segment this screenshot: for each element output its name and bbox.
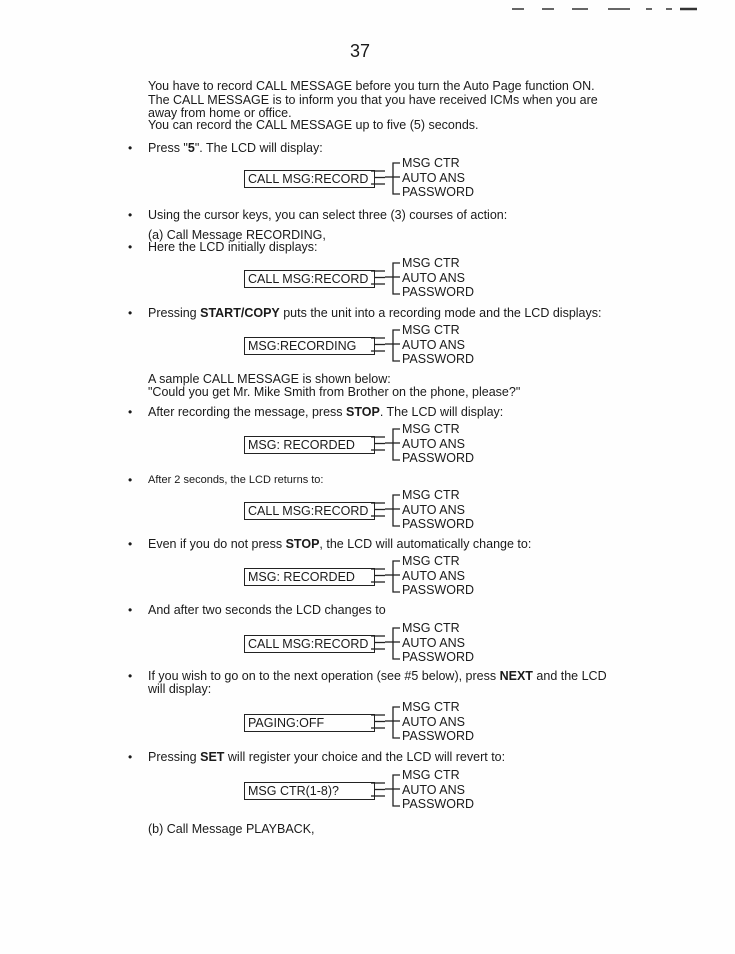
intro-line-3: away from home or office. [148, 106, 292, 120]
lcd-display: MSG: RECORDED [244, 436, 375, 454]
here-lcd-text: Here the LCD initially displays: [148, 240, 318, 254]
menu-option: AUTO ANS [402, 436, 465, 451]
pressing-set-text: Pressing SET will register your choice and the LCD will revert to: [148, 750, 506, 764]
sample-line-2: "Could you get Mr. Mike Smith from Brother on the phone, please?" [148, 385, 521, 399]
menu-connector [371, 422, 405, 466]
bullet: • [128, 750, 133, 764]
menu-option: PASSWORD [402, 797, 474, 811]
bullet: • [128, 603, 133, 617]
lcd-display: CALL MSG:RECORD [244, 170, 375, 188]
pressing-start-text: Pressing START/COPY puts the unit into a recording mode and the LCD displays: [148, 306, 602, 320]
menu-connector [371, 554, 405, 598]
menu-connector [371, 488, 405, 532]
bullet: • [128, 537, 133, 551]
lcd-display: MSG: RECORDED [244, 568, 375, 586]
sample-line-1: A sample CALL MESSAGE is shown below: [148, 372, 391, 386]
menu-option: PASSWORD [402, 285, 474, 299]
option-b: (b) Call Message PLAYBACK, [148, 822, 315, 836]
menu-connector [371, 256, 405, 300]
menu-option: AUTO ANS [402, 782, 465, 797]
bullet: • [128, 208, 133, 222]
even-if-text: Even if you do not press STOP, the LCD will automatically change to: [148, 537, 532, 551]
bullet: • [128, 669, 133, 683]
menu-option: MSG CTR [402, 156, 460, 170]
menu-option: PASSWORD [402, 650, 474, 664]
menu-option: MSG CTR [402, 768, 460, 782]
menu-connector [371, 768, 405, 812]
next-op-text: If you wish to go on to the next operation (see #5 below), press NEXT and the LCD [148, 669, 607, 683]
scan-marks [512, 6, 697, 12]
menu-option: PASSWORD [402, 517, 474, 531]
menu-option: MSG CTR [402, 621, 460, 635]
lcd-display: PAGING:OFF [244, 714, 375, 732]
after-2-seconds-text: After 2 seconds, the LCD returns to: [148, 474, 324, 486]
option-a: (a) Call Message RECORDING, [148, 228, 326, 242]
menu-option: MSG CTR [402, 256, 460, 270]
lcd-display: CALL MSG:RECORD [244, 502, 375, 520]
menu-option: PASSWORD [402, 451, 474, 465]
intro-line-2: The CALL MESSAGE is to inform you that you have received ICMs when you are [148, 93, 598, 107]
bullet: • [128, 405, 133, 419]
menu-option: AUTO ANS [402, 568, 465, 583]
intro-line-1: You have to record CALL MESSAGE before you turn the Auto Page function ON. [148, 79, 595, 93]
menu-option: MSG CTR [402, 554, 460, 568]
menu-option: AUTO ANS [402, 714, 465, 729]
bullet: • [128, 141, 133, 155]
menu-option: AUTO ANS [402, 337, 465, 352]
lcd-display: CALL MSG:RECORD [244, 270, 375, 288]
menu-option: MSG CTR [402, 700, 460, 714]
menu-option: MSG CTR [402, 422, 460, 436]
next-op-line-2: will display: [148, 682, 212, 696]
bullet: • [128, 473, 133, 487]
after-recording-text: After recording the message, press STOP. The LCD will display: [148, 405, 504, 419]
intro-line-4: You can record the CALL MESSAGE up to five (5) seconds. [148, 118, 479, 132]
menu-connector [371, 700, 405, 744]
bullet: • [128, 306, 133, 320]
lcd-display: CALL MSG:RECORD [244, 635, 375, 653]
bullet: • [128, 240, 133, 254]
menu-option: AUTO ANS [402, 170, 465, 185]
cursor-keys-text: Using the cursor keys, you can select three (3) courses of action: [148, 208, 508, 222]
lcd-display: MSG CTR(1-8)? [244, 782, 375, 800]
menu-option: AUTO ANS [402, 270, 465, 285]
menu-option: PASSWORD [402, 185, 474, 199]
menu-option: MSG CTR [402, 488, 460, 502]
menu-option: AUTO ANS [402, 502, 465, 517]
menu-option: PASSWORD [402, 583, 474, 597]
menu-connector [371, 323, 405, 367]
page-number: 37 [350, 41, 371, 61]
lcd-display: MSG:RECORDING [244, 337, 375, 355]
menu-connector [371, 621, 405, 665]
menu-connector [371, 156, 405, 200]
and-after-text: And after two seconds the LCD changes to [148, 603, 386, 617]
menu-option: AUTO ANS [402, 635, 465, 650]
menu-option: MSG CTR [402, 323, 460, 337]
menu-option: PASSWORD [402, 352, 474, 366]
step-press-5: Press "5". The LCD will display: [148, 141, 323, 155]
menu-option: PASSWORD [402, 729, 474, 743]
